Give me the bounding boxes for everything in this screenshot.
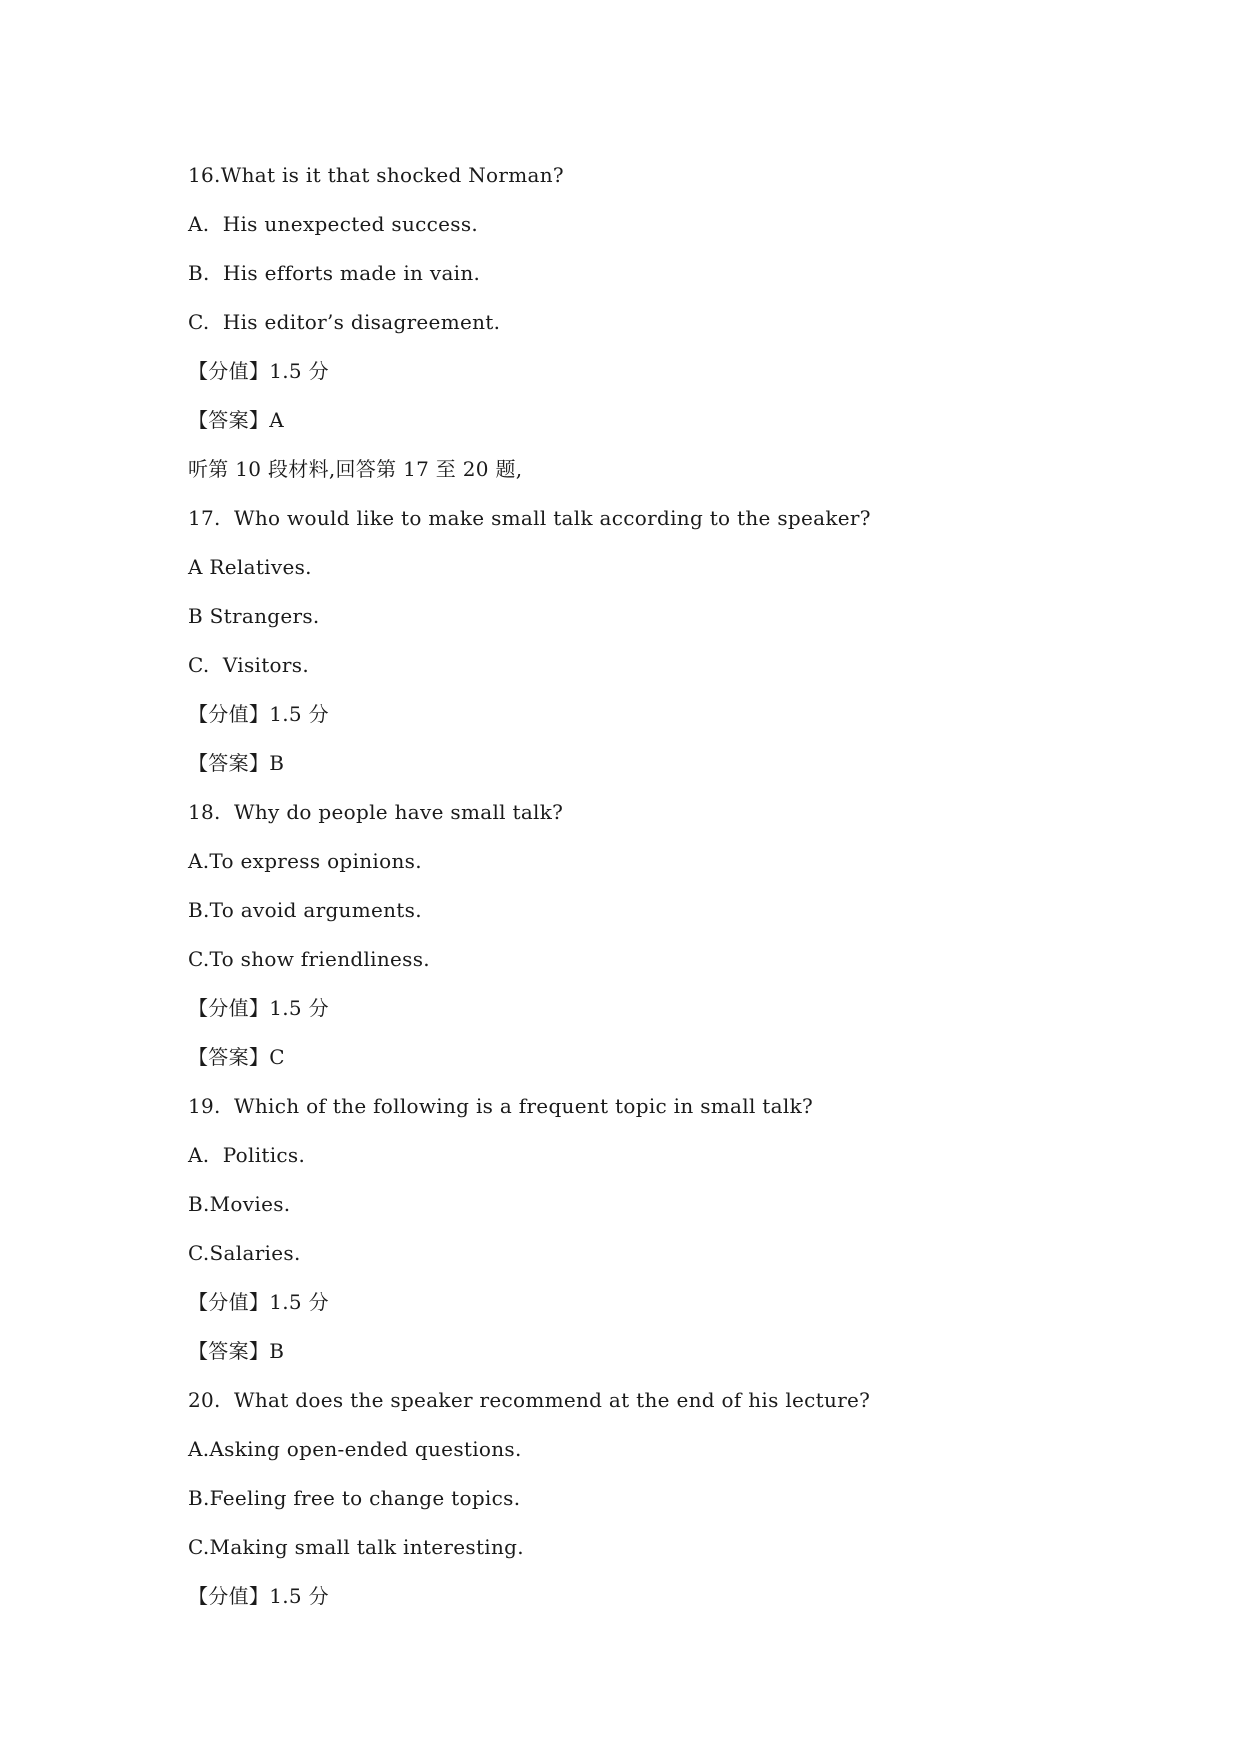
section-instruction: 听第 10 段材料,回答第 17 至 20 题, — [188, 457, 523, 481]
question-19-text: 19. Which of the following is a frequent topic in small talk? — [188, 1094, 814, 1118]
question-18-option-c: C.To show friendliness. — [188, 947, 430, 971]
question-19-option-b: B.Movies. — [188, 1192, 291, 1216]
question-16-option-c: C. His editor’s disagreement. — [188, 310, 501, 334]
question-17-text: 17. Who would like to make small talk according to the speaker? — [188, 506, 871, 530]
question-17-option-c: C. Visitors. — [188, 653, 309, 677]
question-18-answer: 【答案】C — [188, 1045, 285, 1069]
question-18-score: 【分值】1.5 分 — [188, 996, 329, 1020]
question-16-score: 【分值】1.5 分 — [188, 359, 329, 383]
question-20-text: 20. What does the speaker recommend at the end of his lecture? — [188, 1388, 871, 1412]
question-17-option-a: A Relatives. — [188, 555, 312, 579]
question-17-option-b: B Strangers. — [188, 604, 320, 628]
question-20-option-a: A.Asking open-ended questions. — [188, 1437, 522, 1461]
question-19-option-a: A. Politics. — [188, 1143, 306, 1167]
question-18-text: 18. Why do people have small talk? — [188, 800, 564, 824]
question-16-text: 16.What is it that shocked Norman? — [188, 163, 564, 187]
question-19-option-c: C.Salaries. — [188, 1241, 301, 1265]
question-16-option-a: A. His unexpected success. — [188, 212, 479, 236]
question-18-option-a: A.To express opinions. — [188, 849, 422, 873]
question-17-score: 【分值】1.5 分 — [188, 702, 329, 726]
question-18-option-b: B.To avoid arguments. — [188, 898, 422, 922]
question-20-option-b: B.Feeling free to change topics. — [188, 1486, 521, 1510]
question-20-score: 【分值】1.5 分 — [188, 1584, 329, 1608]
question-17-answer: 【答案】B — [188, 751, 285, 775]
question-16-answer: 【答案】A — [188, 408, 284, 432]
question-16-option-b: B. His efforts made in vain. — [188, 261, 481, 285]
document-body — [188, 160, 1148, 1630]
question-19-answer: 【答案】B — [188, 1339, 285, 1363]
question-19-score: 【分值】1.5 分 — [188, 1290, 329, 1314]
question-20-option-c: C.Making small talk interesting. — [188, 1535, 524, 1559]
